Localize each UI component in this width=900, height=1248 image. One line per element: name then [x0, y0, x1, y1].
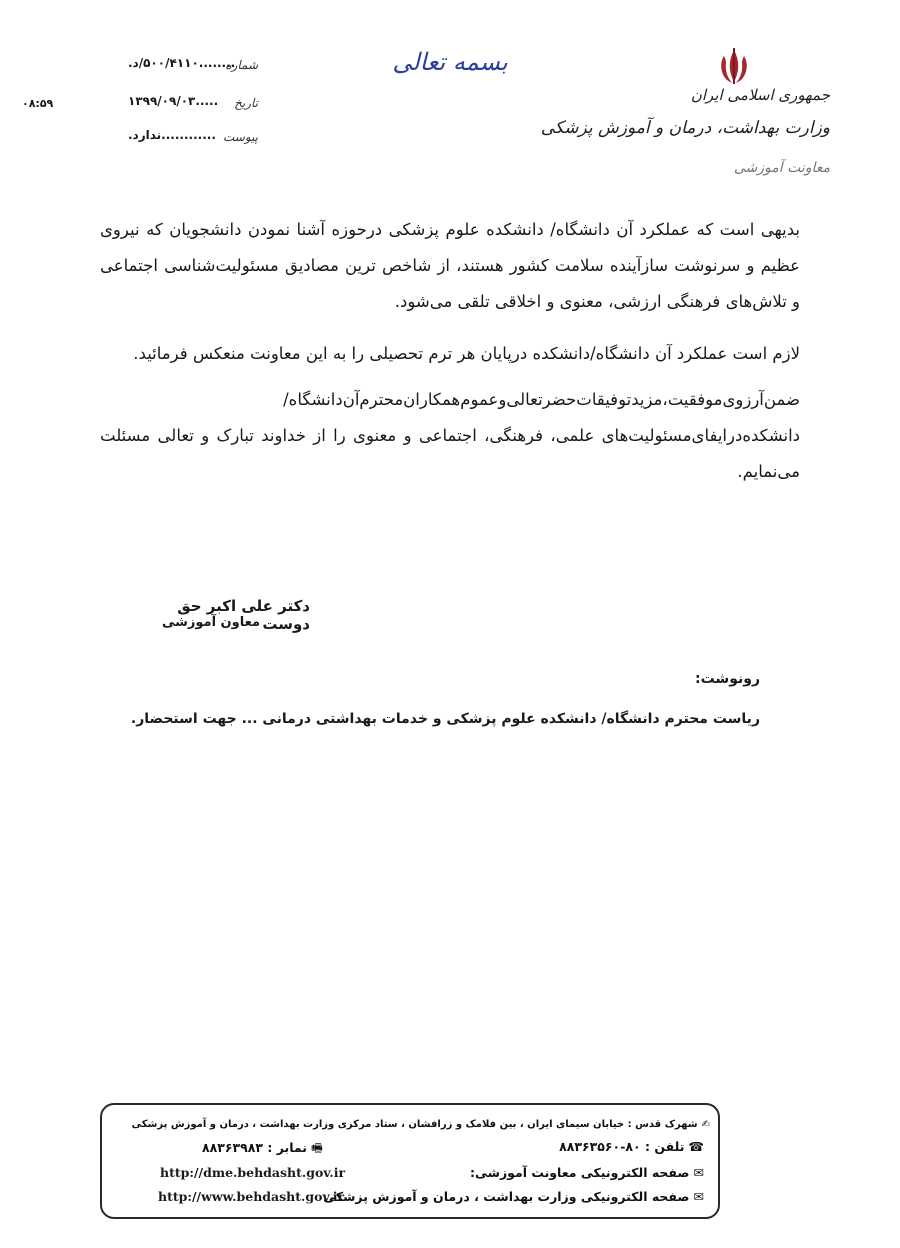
letter-date-value: .....۱۳۹۹/۰۹/۰۳ — [128, 94, 219, 108]
letter-attachment-row — [128, 128, 258, 150]
body-paragraph-2: لازم است عملکرد آن دانشگاه/دانشکده درپایان هر ترم تحصیلی را به این معاونت منعکس فرمائید. — [133, 344, 800, 363]
body-paragraph-3: ضمن‌آرزوی‌موفقیت،مزیدتوفیقات‌حضرتعالی‌وعموم‌همکاران‌محترم‌آن‌دانشگاه/دانشکده‌در‌ایفای‌مسئولیت‌های علمی، فرهنگی، اجتماعی و معنوی را از خداوند تبارک و تعالی مسئلت می‌نمایم. — [100, 390, 800, 481]
fax-icon: 🖷 — [311, 1140, 323, 1155]
letter-attachment-value: ............ندارد. — [128, 128, 216, 142]
org-name-deputy: معاونت آموزشی — [733, 160, 830, 176]
footer-website-ministry-label: صفحه الکترونیکی وزارت بهداشت ، درمان و آموزش پزشکی — [323, 1189, 690, 1204]
body-paragraph-1: بدیهی است که عملکرد آن دانشگاه/ دانشکده علوم پزشکی درحوزه آشنا نمودن دانشجویان که نیروی عظیم و سرنوشت سازآینده سلامت کشور هستند، از شاخص ترین مصادیق مسئولیت‌شناسی اجتماعی و تلاش‌های فرهنگی ارزشی، معنوی و اخلاقی تلقی می‌شود. — [100, 220, 800, 311]
footer-website-deputy-link[interactable]: http://dme.behdasht.gov.ir — [160, 1165, 346, 1180]
time-stamp: ۰۸:۵۹ — [22, 97, 54, 110]
iran-emblem-icon — [712, 46, 756, 86]
footer-address-text: شهرک قدس : خیابان سیمای ایران ، بین فلامک و زرافشان ، ستاد مرکزی وزارت بهداشت ، درمان و آموزش پزشکی — [131, 1119, 698, 1130]
bismillah-heading: بسمه تعالی — [392, 48, 508, 76]
footer-contact-box — [100, 1103, 720, 1219]
letter-number-value: ........۵۰۰/۴۱۱۰/د. — [128, 56, 236, 70]
footer-address — [132, 1119, 710, 1130]
footer-website-deputy — [470, 1165, 704, 1180]
footer-fax-text: نمابر : ۸۸۳۶۳۹۸۳ — [202, 1140, 307, 1155]
footer-phone-text: تلفن : ۸۰-۸۸۳۶۳۵۶۰ — [559, 1139, 685, 1154]
footer-phone — [559, 1139, 704, 1154]
cc-recipient: ریاست محترم دانشگاه/ دانشکده علوم پزشکی و خدمات بهداشتی درمانی ... جهت استحضار. — [130, 711, 760, 727]
letter-date-label: تاریخ — [234, 96, 258, 110]
envelope-icon: ✉ — [693, 1165, 704, 1180]
letter-number-label: شماره — [225, 58, 258, 72]
footer-website-ministry — [323, 1189, 704, 1204]
letter-number-row — [128, 56, 258, 78]
phone-icon: ☎ — [688, 1139, 704, 1154]
envelope-icon: ✉ — [693, 1189, 704, 1204]
signatory-name: دکتر علی اکبر حق دوست — [177, 597, 310, 633]
signatory-title: معاون آموزشی — [161, 615, 260, 630]
org-name-country: جمهوری اسلامی ایران — [690, 86, 830, 104]
org-name-ministry: وزارت بهداشت، درمان و آموزش پزشکی — [540, 118, 830, 138]
footer-website-deputy-label: صفحه الکترونیکی معاونت آموزشی: — [470, 1165, 690, 1180]
footer-website-ministry-link[interactable]: http://www.behdasht.gov.ir — [158, 1189, 345, 1204]
letter-attachment-label: پیوست — [223, 130, 258, 144]
location-icon: ✍ — [701, 1119, 710, 1130]
footer-fax — [202, 1139, 323, 1160]
letter-date-row — [128, 94, 258, 116]
cc-heading: رونوشت: — [695, 671, 760, 687]
